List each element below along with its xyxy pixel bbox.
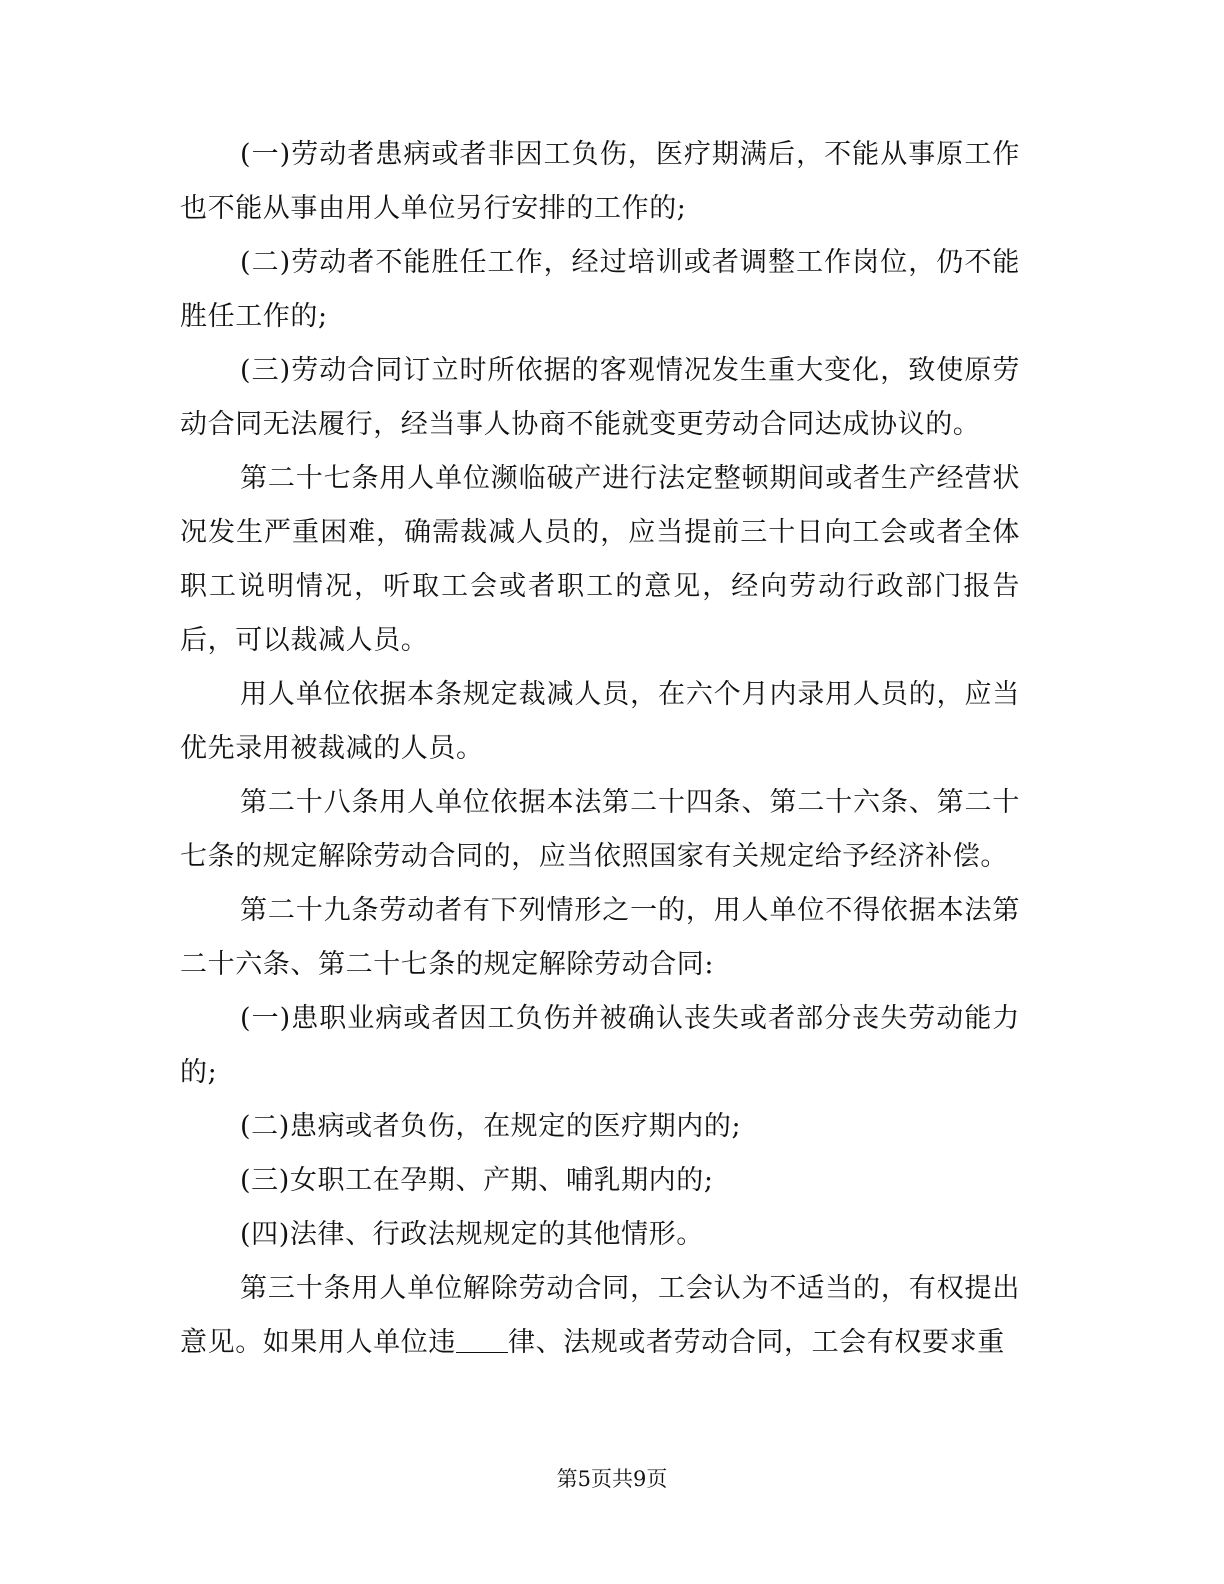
article-29-item-2: (二)患病或者负伤，在规定的医疗期内的; bbox=[240, 1111, 742, 1142]
article-28-paragraph: 第二十八条用人单位依据本法第二十四条、第二十六条、第二十七条的规定解除劳动合同的，应当依照国家有关规定给予经济补偿。 bbox=[180, 787, 1020, 872]
article-27-second-paragraph: 用人单位依据本条规定裁减人员，在六个月内录用人员的，应当优先录用被裁减的人员。 bbox=[180, 679, 1020, 764]
paragraph-item-2: (二)劳动者不能胜任工作，经过培训或者调整工作岗位，仍不能胜任工作的; bbox=[180, 247, 1020, 332]
article-30-text-part2: 律、法规或者劳动合同，工会有权要求重 bbox=[508, 1327, 1005, 1358]
document-body bbox=[180, 128, 1020, 1370]
article-29-item-3: (三)女职工在孕期、产期、哺乳期内的; bbox=[240, 1165, 714, 1196]
paragraph-item-1: (一)劳动者患病或者非因工负伤，医疗期满后，不能从事原工作也不能从事由用人单位另行安排的工作的; bbox=[180, 139, 1020, 224]
article-29-item-4: (四)法律、行政法规规定的其他情形。 bbox=[240, 1219, 704, 1250]
article-29-item-1: (一)患职业病或者因工负伤并被确认丧失或者部分丧失劳动能力的; bbox=[180, 1003, 1020, 1088]
blank-underline bbox=[456, 1322, 508, 1353]
article-30-paragraph bbox=[180, 1262, 1020, 1370]
page-number-footer: 第5页共9页 bbox=[556, 1467, 668, 1491]
article-30-text-part1: 第三十条用人单位解除劳动合同，工会认为不适当的，有权提出意见。如果用人单位违 bbox=[180, 1273, 1020, 1358]
paragraph-item-3: (三)劳动合同订立时所依据的客观情况发生重大变化，致使原劳动合同无法履行，经当事人协商不能就变更劳动合同达成协议的。 bbox=[180, 355, 1020, 440]
article-27-paragraph: 第二十七条用人单位濒临破产进行法定整顿期间或者生产经营状况发生严重困难，确需裁减人员的，应当提前三十日向工会或者全体职工说明情况，听取工会或者职工的意见，经向劳动行政部门报告后，可以裁减人员。 bbox=[180, 463, 1020, 656]
article-29-paragraph: 第二十九条劳动者有下列情形之一的，用人单位不得依据本法第二十六条、第二十七条的规定解除劳动合同: bbox=[180, 895, 1020, 980]
